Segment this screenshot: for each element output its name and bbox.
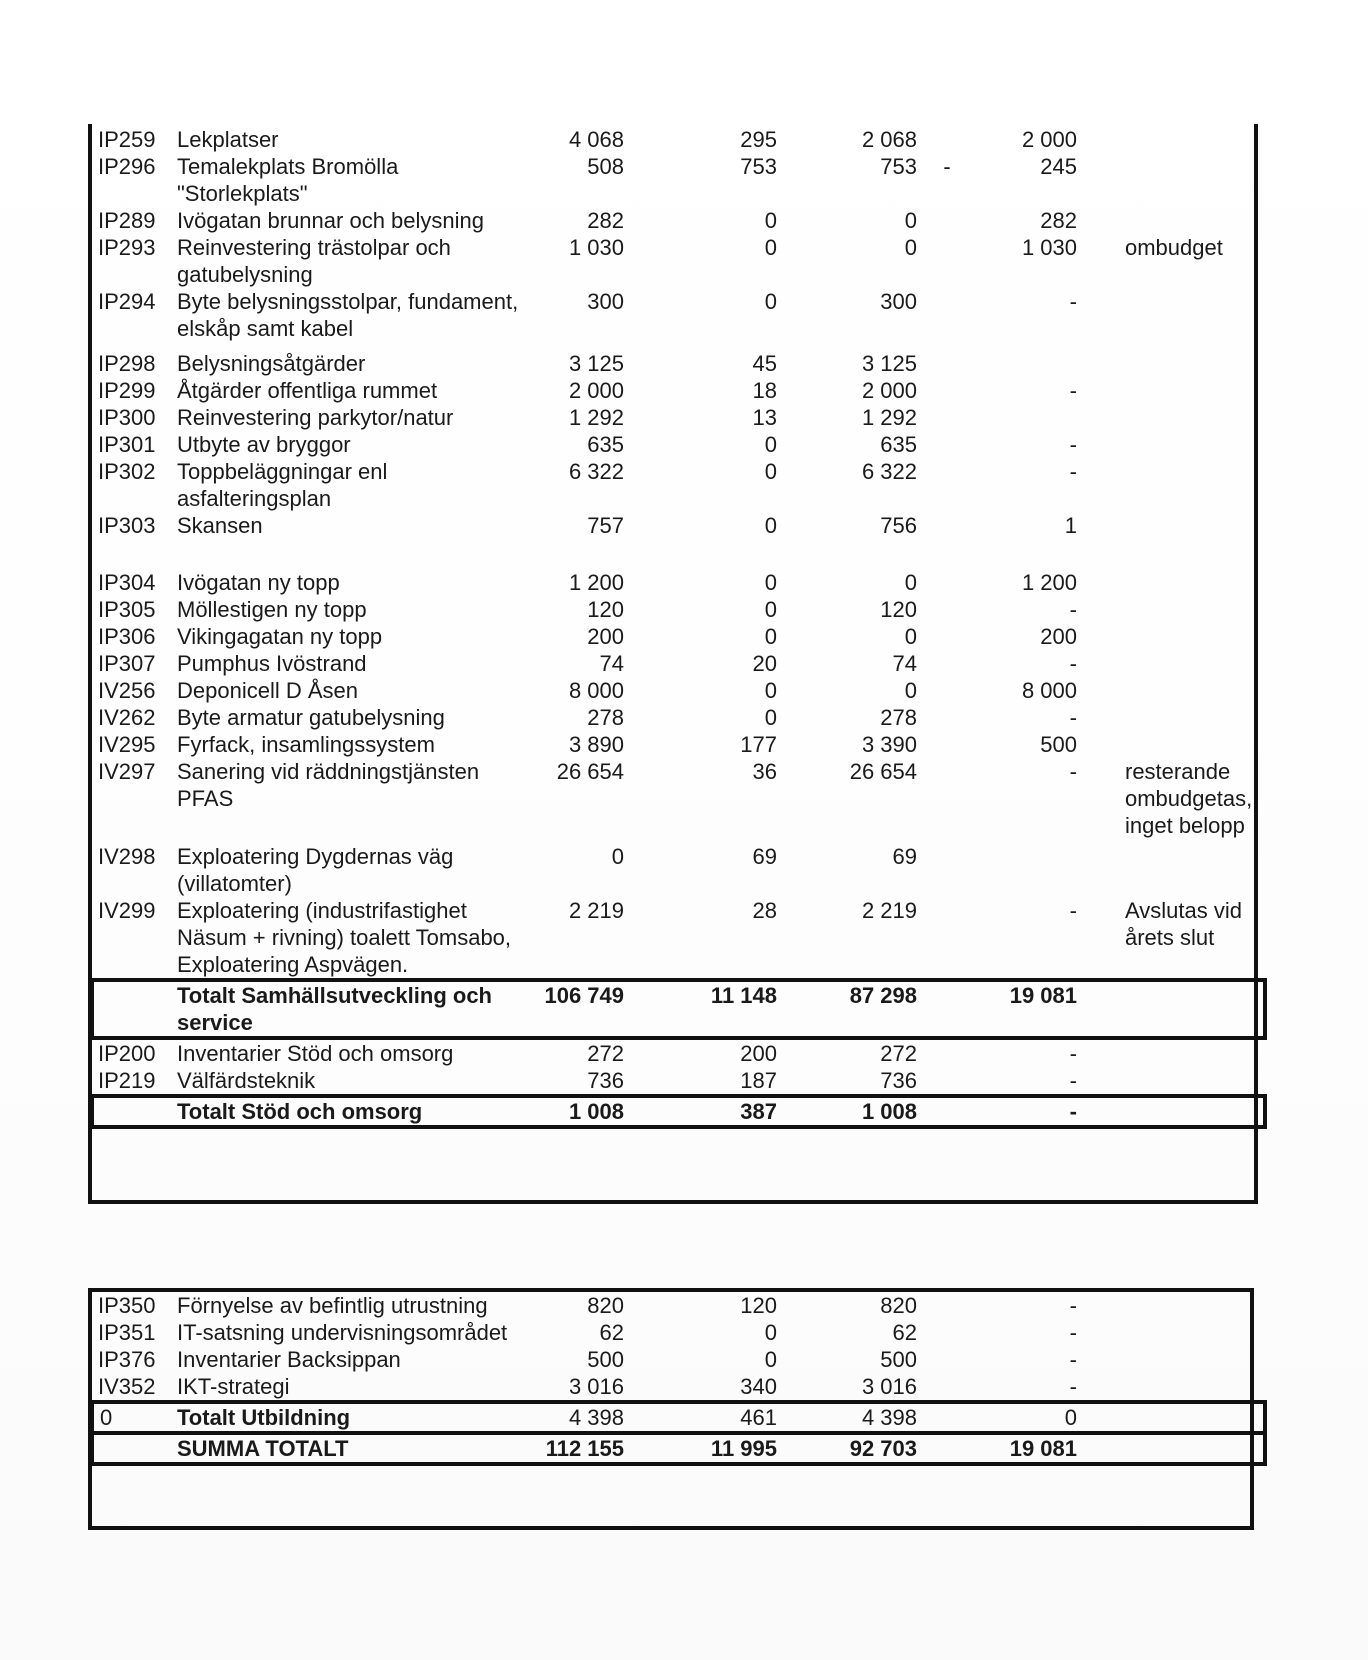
value-avvikelse: 8 000 — [1021, 678, 1077, 703]
table-row — [92, 1373, 1265, 1402]
value-utfall: 0 — [764, 597, 777, 622]
minus-sign — [917, 512, 977, 569]
project-name: Deponicell D Åsen — [177, 678, 358, 703]
comment: resterande ombudgetas, inget belopp — [1125, 759, 1253, 838]
minus-sign — [917, 731, 977, 758]
value-prognos: 0 — [904, 235, 917, 260]
project-name: Reinvestering trästolpar och gatubelysning — [177, 235, 451, 287]
value-budget: 3 890 — [568, 732, 624, 757]
project-code: IP289 — [98, 208, 156, 233]
comment — [1077, 623, 1265, 650]
comment — [1077, 1319, 1265, 1346]
project-code: IP307 — [98, 651, 156, 676]
value-prognos: 2 219 — [861, 898, 917, 923]
value-avvikelse: - — [977, 1096, 1077, 1127]
value-prognos: 278 — [880, 705, 917, 730]
comment — [1077, 288, 1265, 350]
project-name: Förnyelse av befintlig utrustning — [177, 1293, 488, 1318]
comment — [1077, 1038, 1265, 1067]
value-avvikelse: 0 — [977, 1402, 1077, 1433]
value-utfall: 0 — [764, 208, 777, 233]
table-row — [92, 843, 1265, 897]
comment — [1077, 1067, 1265, 1096]
value-budget: 200 — [587, 624, 624, 649]
value-utfall: 18 — [752, 378, 777, 403]
project-code: IP305 — [98, 597, 156, 622]
table-row — [92, 704, 1265, 731]
project-code: IP304 — [98, 570, 156, 595]
value-budget: 757 — [587, 513, 624, 538]
value-utfall: 0 — [764, 705, 777, 730]
value-budget: 1 200 — [568, 570, 624, 595]
value-prognos: 635 — [880, 432, 917, 457]
value-avvikelse: 1 030 — [1021, 235, 1077, 260]
value-prognos: 69 — [892, 844, 917, 869]
value-utfall: 0 — [764, 289, 777, 314]
minus-sign — [917, 1402, 977, 1433]
project-name: Temalekplats Bromölla "Storlekplats" — [177, 154, 399, 206]
project-name: Inventarier Stöd och omsorg — [177, 1041, 454, 1066]
value-prognos: 1 008 — [777, 1096, 917, 1127]
value-budget: 112 155 — [532, 1433, 624, 1464]
minus-sign — [917, 1067, 977, 1096]
minus-sign — [917, 1373, 977, 1402]
minus-sign — [917, 843, 977, 897]
comment — [1077, 1402, 1265, 1433]
value-avvikelse: - — [1069, 651, 1077, 676]
value-prognos: 736 — [880, 1068, 917, 1093]
value-utfall: 0 — [764, 570, 777, 595]
project-code: IV295 — [98, 732, 156, 757]
value-utfall: 20 — [752, 651, 777, 676]
table-row — [92, 377, 1265, 404]
value-utfall: 0 — [764, 1320, 777, 1345]
minus-sign — [917, 897, 977, 980]
minus-sign — [917, 404, 977, 431]
comment — [1077, 596, 1265, 623]
value-avvikelse: - — [1069, 378, 1077, 403]
value-prognos: 0 — [904, 678, 917, 703]
value-budget: 1 030 — [568, 235, 624, 260]
table-row — [92, 650, 1265, 677]
value-budget: 278 — [587, 705, 624, 730]
value-prognos: 753 — [880, 154, 917, 179]
total-row — [92, 980, 1265, 1038]
project-name: Byte belysningsstolpar, fundament, elskåp samt kabel — [177, 289, 519, 341]
minus-sign — [917, 623, 977, 650]
value-utfall: 13 — [752, 405, 777, 430]
minus-sign — [917, 1433, 977, 1464]
project-code: IP299 — [98, 378, 156, 403]
value-avvikelse: - — [1069, 432, 1077, 457]
table-row — [92, 1319, 1265, 1346]
value-utfall: 0 — [764, 624, 777, 649]
project-code: IP294 — [98, 289, 156, 314]
table-row — [92, 207, 1265, 234]
project-code: IP219 — [98, 1068, 156, 1093]
value-avvikelse: - — [1069, 705, 1077, 730]
table-row — [92, 623, 1265, 650]
project-name: Möllestigen ny topp — [177, 597, 367, 622]
value-avvikelse — [977, 350, 1077, 377]
project-name: Pumphus Ivöstrand — [177, 651, 367, 676]
comment — [1077, 569, 1265, 596]
value-avvikelse: 2 000 — [1021, 127, 1077, 152]
value-prognos: 6 322 — [861, 459, 917, 484]
section1-table — [90, 126, 1267, 1129]
table-row — [92, 288, 1265, 350]
project-code: IP376 — [98, 1347, 156, 1372]
project-code: IP301 — [98, 432, 156, 457]
project-code: IP302 — [98, 459, 156, 484]
project-name: IT-satsning undervisningsområdet — [177, 1320, 508, 1345]
value-avvikelse: - — [1069, 459, 1077, 484]
value-prognos: 120 — [880, 597, 917, 622]
project-name: Totalt Utbildning — [173, 1402, 532, 1433]
project-code — [92, 1096, 173, 1127]
value-utfall: 0 — [764, 235, 777, 260]
table-row — [92, 404, 1265, 431]
value-budget: 272 — [587, 1041, 624, 1066]
value-avvikelse: - — [1069, 597, 1077, 622]
section3-table — [90, 1292, 1267, 1466]
project-code: IV262 — [98, 705, 156, 730]
value-budget: 508 — [587, 154, 624, 179]
value-budget: 282 — [587, 208, 624, 233]
comment — [1077, 650, 1265, 677]
table-row — [92, 458, 1265, 512]
minus-sign — [917, 1319, 977, 1346]
table-row — [92, 1346, 1265, 1373]
minus-sign — [917, 650, 977, 677]
value-prognos: 3 390 — [861, 732, 917, 757]
comment — [1077, 1292, 1265, 1319]
comment: Avslutas vid årets slut — [1125, 898, 1242, 950]
minus-sign — [917, 234, 977, 288]
value-utfall: 36 — [752, 759, 777, 784]
comment — [1077, 126, 1265, 153]
value-prognos: 300 — [880, 289, 917, 314]
value-budget: 6 322 — [568, 459, 624, 484]
comment — [1077, 207, 1265, 234]
project-code: IV297 — [98, 759, 156, 784]
table-row — [92, 897, 1265, 980]
value-budget: 820 — [587, 1293, 624, 1318]
project-name: Exploatering (industrifastighet Näsum + rivning) toalett Tomsabo, Exploatering Aspvägen. — [177, 898, 512, 977]
value-budget: 2 219 — [568, 898, 624, 923]
value-budget: 635 — [587, 432, 624, 457]
value-prognos: 62 — [892, 1320, 917, 1345]
value-utfall: 187 — [740, 1068, 777, 1093]
value-avvikelse: 282 — [1040, 208, 1077, 233]
value-budget: 0 — [611, 844, 624, 869]
value-budget: 4 068 — [568, 127, 624, 152]
comment — [1077, 843, 1265, 897]
table-row — [92, 677, 1265, 704]
value-prognos: 0 — [904, 624, 917, 649]
comment — [1077, 704, 1265, 731]
comment — [1077, 377, 1265, 404]
value-budget: 1 008 — [532, 1096, 624, 1127]
value-avvikelse: - — [1069, 1320, 1077, 1345]
value-budget: 26 654 — [556, 759, 624, 784]
value-utfall: 11 995 — [624, 1433, 777, 1464]
value-prognos: 0 — [904, 208, 917, 233]
table-row — [92, 234, 1265, 288]
value-utfall: 0 — [764, 1347, 777, 1372]
table-row — [92, 1067, 1265, 1096]
table-row — [92, 731, 1265, 758]
project-name: Ivögatan brunnar och belysning — [177, 208, 484, 233]
project-name: Exploatering Dygdernas väg (villatomter) — [177, 844, 454, 896]
comment — [1077, 677, 1265, 704]
minus-sign — [917, 704, 977, 731]
comment — [1077, 980, 1265, 1038]
project-name: Reinvestering parkytor/natur — [177, 405, 454, 430]
minus-sign — [917, 1292, 977, 1319]
value-utfall: 11 148 — [624, 980, 777, 1038]
minus-sign — [917, 377, 977, 404]
value-budget: 8 000 — [568, 678, 624, 703]
table-row — [92, 1038, 1265, 1067]
value-avvikelse: - — [1069, 289, 1077, 314]
minus-sign — [917, 458, 977, 512]
project-code — [92, 1433, 173, 1464]
value-budget: 3 125 — [568, 351, 624, 376]
value-utfall: 0 — [764, 432, 777, 457]
value-avvikelse: - — [1069, 1347, 1077, 1372]
value-utfall: 177 — [740, 732, 777, 757]
value-prognos: 3 016 — [861, 1374, 917, 1399]
value-budget: 74 — [599, 651, 624, 676]
total-row — [92, 1096, 1265, 1127]
table-row — [92, 153, 1265, 207]
project-code: IP300 — [98, 405, 156, 430]
value-prognos: 87 298 — [777, 980, 917, 1038]
value-prognos: 756 — [880, 513, 917, 538]
project-name: Lekplatser — [177, 127, 279, 152]
project-name: Totalt Samhällsutveckling och service — [173, 980, 532, 1038]
comment — [1077, 404, 1265, 431]
value-avvikelse: 19 081 — [977, 1433, 1077, 1464]
comment — [1077, 458, 1265, 512]
total-row — [92, 1402, 1265, 1433]
comment: ombudget — [1125, 235, 1223, 260]
project-code — [92, 980, 173, 1038]
project-name: Belysningsåtgärder — [177, 351, 366, 376]
minus-sign — [917, 288, 977, 350]
minus-sign — [917, 1038, 977, 1067]
value-utfall: 387 — [624, 1096, 777, 1127]
project-name: Skansen — [177, 513, 263, 538]
comment — [1077, 350, 1265, 377]
project-code: IP306 — [98, 624, 156, 649]
value-budget: 2 000 — [568, 378, 624, 403]
minus-sign — [917, 207, 977, 234]
value-avvikelse: - — [1069, 1374, 1077, 1399]
comment — [1077, 431, 1265, 458]
project-name: Byte armatur gatubelysning — [177, 705, 445, 730]
comment — [1077, 153, 1265, 207]
value-prognos: 26 654 — [849, 759, 917, 784]
project-code: IP293 — [98, 235, 156, 260]
comment — [1077, 731, 1265, 758]
minus-sign — [917, 126, 977, 153]
value-budget: 300 — [587, 289, 624, 314]
value-utfall: 461 — [624, 1402, 777, 1433]
comment — [1077, 512, 1265, 569]
project-name: Åtgärder offentliga rummet — [177, 378, 438, 403]
value-utfall: 200 — [740, 1041, 777, 1066]
project-code: IP296 — [98, 154, 156, 179]
table-row — [92, 569, 1265, 596]
value-avvikelse: 200 — [1040, 624, 1077, 649]
project-name: IKT-strategi — [177, 1374, 290, 1399]
grand-total-row — [92, 1433, 1265, 1464]
value-avvikelse: 500 — [1040, 732, 1077, 757]
table-row — [92, 126, 1265, 153]
project-code: IV256 — [98, 678, 156, 703]
project-code: 0 — [92, 1402, 173, 1433]
project-name: Sanering vid räddningstjänsten PFAS — [177, 759, 480, 811]
value-prognos: 1 292 — [861, 405, 917, 430]
project-code: IP351 — [98, 1320, 156, 1345]
minus-sign — [917, 980, 977, 1038]
minus-sign — [917, 431, 977, 458]
project-name: Ivögatan ny topp — [177, 570, 340, 595]
value-prognos: 2 068 — [861, 127, 917, 152]
value-prognos: 820 — [880, 1293, 917, 1318]
project-code: IP303 — [98, 513, 156, 538]
value-utfall: 295 — [740, 127, 777, 152]
value-avvikelse: - — [1069, 898, 1077, 923]
value-budget: 500 — [587, 1347, 624, 1372]
value-utfall: 340 — [740, 1374, 777, 1399]
value-budget: 1 292 — [568, 405, 624, 430]
value-utfall: 0 — [764, 513, 777, 538]
table-row — [92, 431, 1265, 458]
project-code: IP350 — [98, 1293, 156, 1318]
minus-sign — [917, 677, 977, 704]
project-name: Utbyte av bryggor — [177, 432, 351, 457]
value-prognos: 74 — [892, 651, 917, 676]
value-budget: 4 398 — [532, 1402, 624, 1433]
value-utfall: 45 — [752, 351, 777, 376]
value-avvikelse — [977, 843, 1077, 897]
value-utfall: 69 — [752, 844, 777, 869]
table-row — [92, 512, 1265, 569]
project-code: IP298 — [98, 351, 156, 376]
project-name: Vikingagatan ny topp — [177, 624, 383, 649]
value-utfall: 0 — [764, 459, 777, 484]
value-utfall: 753 — [740, 154, 777, 179]
value-prognos: 3 125 — [861, 351, 917, 376]
value-avvikelse: 19 081 — [977, 980, 1077, 1038]
value-budget: 120 — [587, 597, 624, 622]
minus-sign — [917, 758, 977, 843]
value-prognos: 2 000 — [861, 378, 917, 403]
value-prognos: 272 — [880, 1041, 917, 1066]
project-code: IP259 — [98, 127, 156, 152]
project-name: Fyrfack, insamlingssystem — [177, 732, 435, 757]
value-utfall: 0 — [764, 678, 777, 703]
value-budget: 106 749 — [532, 980, 624, 1038]
value-avvikelse: - — [1069, 1293, 1077, 1318]
value-avvikelse: - — [1069, 1068, 1077, 1093]
value-avvikelse: 245 — [1040, 154, 1077, 179]
value-avvikelse: - — [1069, 1041, 1077, 1066]
minus-sign — [917, 350, 977, 377]
value-prognos: 500 — [880, 1347, 917, 1372]
project-name: SUMMA TOTALT — [173, 1433, 532, 1464]
project-name: Välfärdsteknik — [177, 1068, 316, 1093]
value-budget: 3 016 — [568, 1374, 624, 1399]
minus-sign — [917, 1346, 977, 1373]
comment — [1077, 1346, 1265, 1373]
minus-sign: - — [943, 154, 951, 179]
value-avvikelse: - — [1069, 759, 1077, 784]
value-prognos: 0 — [904, 570, 917, 595]
value-avvikelse — [977, 404, 1077, 431]
minus-sign — [917, 569, 977, 596]
table-row — [92, 1292, 1265, 1319]
project-name: Totalt Stöd och omsorg — [173, 1096, 532, 1127]
minus-sign — [917, 596, 977, 623]
value-budget: 736 — [587, 1068, 624, 1093]
table-row — [92, 596, 1265, 623]
project-code: IV298 — [98, 844, 156, 869]
project-code: IV352 — [98, 1374, 156, 1399]
project-name: Toppbeläggningar enl asfalteringsplan — [177, 459, 388, 511]
comment — [1077, 1096, 1265, 1127]
value-prognos: 92 703 — [777, 1433, 917, 1464]
comment — [1077, 1373, 1265, 1402]
value-utfall: 28 — [752, 898, 777, 923]
table-row — [92, 758, 1265, 843]
project-name: Inventarier Backsippan — [177, 1347, 401, 1372]
value-utfall: 120 — [740, 1293, 777, 1318]
value-prognos: 4 398 — [777, 1402, 917, 1433]
minus-sign — [917, 1096, 977, 1127]
project-code: IV299 — [98, 898, 156, 923]
project-code: IP200 — [98, 1041, 156, 1066]
table-row — [92, 350, 1265, 377]
comment — [1077, 1433, 1265, 1464]
value-avvikelse: 1 200 — [1021, 570, 1077, 595]
value-budget: 62 — [599, 1320, 624, 1345]
value-avvikelse: 1 — [1064, 513, 1077, 538]
